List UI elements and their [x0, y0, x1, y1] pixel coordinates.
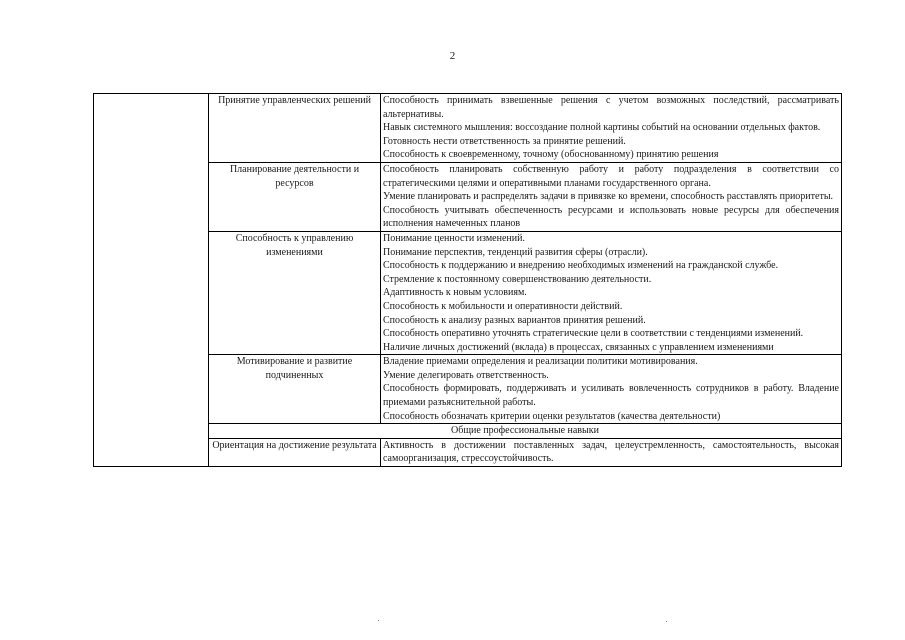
description-line: Владение приемами определения и реализации политики мотивирования.	[383, 356, 698, 368]
description-line: Умение делегировать ответственность.	[383, 369, 549, 381]
description-line: Способность обозначать критерии оценки результатов (качества деятельности)	[383, 410, 721, 422]
skill-name-cell: Ориентация на достижение результата	[209, 438, 381, 466]
skill-name-cell: Принятие управленческих решений	[209, 94, 381, 163]
page-number: 2	[449, 50, 456, 62]
description-line: Адаптивность к новым условиям.	[383, 287, 527, 299]
skill-description-cell	[381, 355, 842, 424]
description-line: Способность к анализу разных вариантов принятия решений.	[383, 314, 646, 326]
description-line: Способность учитывать обеспеченность ресурсами и использовать новые ресурсы для обеспечения исполнения намеченных планов	[383, 204, 839, 230]
skill-name-cell: Мотивирование и развитие подчиненных	[209, 355, 381, 424]
description-line: Способность планировать собственную работу и работу подразделения в соответствии со стратегическими целями и оперативными планами государственного органа.	[383, 163, 839, 189]
skill-name-cell: Планирование деятельности и ресурсов	[209, 162, 381, 231]
description-line: Способность к поддержанию и внедрению необходимых изменений на гражданской службе.	[383, 260, 779, 272]
section-header: Общие профессиональные навыки	[209, 424, 842, 439]
skill-description-cell	[381, 162, 842, 231]
competency-table	[93, 93, 842, 467]
skill-description-cell	[381, 94, 842, 163]
description-line: Наличие личных достижений (вклада) в процессах, связанных с управлением изменениями	[383, 341, 774, 353]
description-line: Понимание ценности изменений.	[383, 232, 525, 244]
description-line: Понимание перспектив, тенденций развития сферы (отрасли).	[383, 246, 648, 258]
table-row	[94, 94, 842, 163]
description-line: Умение планировать и распределять задачи в привязке ко времени, способность расставлять приоритеты.	[383, 191, 834, 203]
description-line: Способность к своевременному, точному (обоснованному) принятию решения	[383, 149, 719, 161]
description-line: Способность формировать, поддерживать и усиливать вовлеченность сотрудников в работу. Владение приемами разъяснительной работы.	[383, 383, 839, 409]
description-line: Способность к мобильности и оперативности действий.	[383, 300, 623, 312]
skill-name-cell: Способность к управлению изменениями	[209, 231, 381, 354]
scan-speck	[378, 620, 379, 621]
skill-description-cell	[381, 231, 842, 354]
description-line: Готовность нести ответственность за принятие решений.	[383, 135, 626, 147]
description-line: Способность принимать взвешенные решения с учетом возможных последствий, рассматривать альтернативы.	[383, 95, 839, 120]
skill-description-cell	[381, 438, 842, 466]
blank-group-cell	[94, 94, 209, 467]
description-line: Навык системного мышления: воссоздание полной картины событий на основании отдельных фактов.	[383, 122, 821, 134]
scan-specks	[0, 618, 905, 624]
scan-speck	[666, 621, 667, 622]
description-line: Стремление к постоянному совершенствованию деятельности.	[383, 273, 652, 285]
description-line: Способность оперативно уточнять стратегические цели в соответствии с тенденциями изменений.	[383, 328, 804, 340]
description-line: Активность в достижении поставленных задач, целеустремленность, самостоятельность, высокая самоорганизация, стрессоустойчивость.	[383, 439, 839, 465]
